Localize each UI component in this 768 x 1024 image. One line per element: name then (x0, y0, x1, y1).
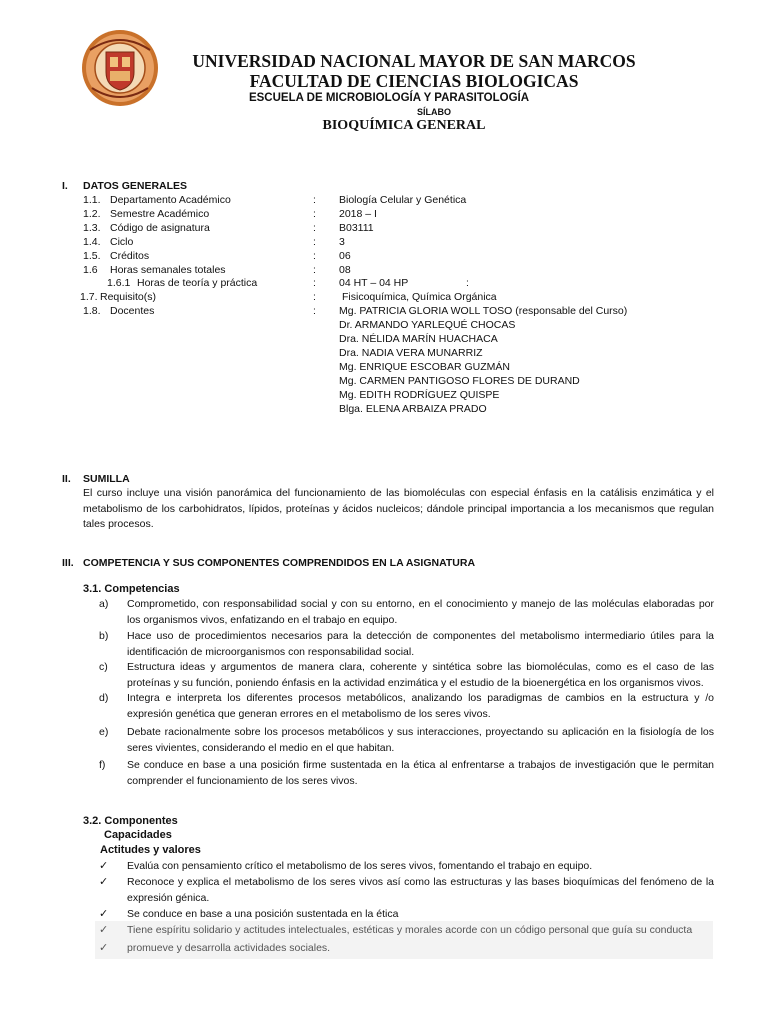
competencia-item: Se conduce en base a una posición firme sustentada en la ética al enfrentarse a trabajos de investigación que le permitan comprender el funcionamiento de los seres vivos. (127, 759, 714, 787)
row-sep: : (313, 194, 316, 206)
row-value: 06 (339, 250, 351, 262)
row-num: 1.6.1 (107, 277, 131, 289)
competencia-item: Integra e interpreta los diferentes procesos metabólicos, analizando los paradigmas de cambios en la estructura y /o expresión genética que generan errores en el metabolismo de los seres vivos. (127, 692, 714, 720)
docente-name: Dra. NÉLIDA MARÍN HUACHACA (339, 333, 498, 345)
row-num: 1.1. (83, 194, 101, 206)
docente-name: Mg. CARMEN PANTIGOSO FLORES DE DURAND (339, 375, 580, 387)
docente-name: Mg. EDITH RODRÍGUEZ QUISPE (339, 389, 500, 401)
check-item: Reconoce y explica el metabolismo de los seres vivos así como las estructuras y las bases bioquímicas del fenómeno de la expresión génica. (127, 876, 714, 904)
sumilla-text: El curso incluye una visión panorámica del funcionamiento de las biomoléculas con especial énfasis en la catálisis enzimática y el metabolismo de los carbohidratos, lípidos, proteínas y ácidos nucleicos; dándole principal importancia a los mecanismos que regulan tales procesos. (83, 487, 714, 530)
row-value: 04 HT – 04 HP (339, 277, 409, 289)
item-letter: f) (99, 759, 106, 771)
docente-name: Blga. ELENA ARBAIZA PRADO (339, 403, 487, 415)
row-value: Biología Celular y Genética (339, 194, 467, 206)
section-number: III. (62, 557, 74, 569)
item-letter: b) (99, 630, 109, 642)
row-num: 1.7. (80, 291, 98, 303)
row-label: Créditos (110, 250, 150, 262)
row-num: 1.6 (83, 264, 98, 276)
row-sep: : (313, 277, 316, 289)
row-value: 3 (339, 236, 345, 248)
check-icon: ✓ (99, 908, 109, 920)
row-value: Fisicoquímica, Química Orgánica (342, 291, 497, 303)
section-heading-sumilla: SUMILLA (83, 473, 130, 485)
row-value: B03111 (339, 222, 374, 234)
item-letter: e) (99, 726, 109, 738)
faculty-title: FACULTAD DE CIENCIAS BIOLOGICAS (249, 71, 579, 91)
row-num: 1.2. (83, 208, 101, 220)
check-item: Evalúa con pensamiento crítico el metabolismo de los seres vivos, fomentando el trabajo en equipo. (127, 860, 593, 872)
check-icon: ✓ (99, 860, 109, 872)
section-number: I. (62, 180, 68, 192)
subheading-actitudes: Actitudes y valores (100, 844, 201, 856)
check-icon: ✓ (99, 876, 109, 888)
row-value: 2018 – I (339, 208, 377, 220)
university-title: UNIVERSIDAD NACIONAL MAYOR DE SAN MARCOS (192, 51, 636, 71)
row-label: Semestre Académico (110, 208, 210, 220)
row-label: Requisito(s) (100, 291, 157, 303)
row-sep: : (313, 222, 316, 234)
row-label: Ciclo (110, 236, 134, 248)
subheading-capacidades: Capacidades (104, 829, 172, 841)
row-value: Mg. PATRICIA GLORIA WOLL TOSO (responsable del Curso) (339, 305, 628, 317)
row-label: Horas de teoría y práctica (137, 277, 258, 289)
row-sep: : (313, 305, 316, 317)
document-type: SÍLABO (416, 107, 451, 117)
row-label: Horas semanales totales (110, 264, 226, 276)
subheading-componentes: 3.2. Componentes (83, 815, 178, 827)
row-sep: : (313, 264, 316, 276)
item-letter: c) (99, 661, 108, 673)
row-sep: : (313, 208, 316, 220)
competencia-item: Debate racionalmente sobre los procesos metabólicos y sus interacciones, proyectando su aplicación en la fisiología de los seres vivientes, considerando el medio en el que habitan. (127, 726, 714, 754)
subheading-competencias: 3.1. Competencias (83, 583, 180, 595)
section-heading-datos: DATOS GENERALES (83, 180, 188, 192)
docente-name: Dra. NADIA VERA MUNARRIZ (339, 347, 483, 359)
row-label: Departamento Académico (110, 194, 231, 206)
item-letter: a) (99, 598, 109, 610)
row-num: 1.3. (83, 222, 101, 234)
course-title: BIOQUÍMICA GENERAL (322, 118, 486, 133)
section-number: II. (62, 473, 71, 485)
school-title: ESCUELA DE MICROBIOLOGÍA Y PARASITOLOGÍA (248, 92, 530, 104)
check-icon: ✓ (99, 924, 109, 936)
row-sep: : (313, 291, 316, 303)
row-label: Docentes (110, 305, 155, 317)
check-item: Se conduce en base a una posición sustentada en la ética (127, 908, 399, 920)
check-item: promueve y desarrolla actividades sociales. (127, 942, 331, 954)
section-heading-competencia: COMPETENCIA Y SUS COMPONENTES COMPRENDIDOS EN LA ASIGNATURA (83, 557, 476, 569)
check-icon: ✓ (99, 942, 109, 954)
row-label: Código de asignatura (110, 222, 210, 234)
row-num: 1.4. (83, 236, 101, 248)
row-sep: : (313, 236, 316, 248)
row-value: 08 (339, 264, 351, 276)
row-sep: : (313, 250, 316, 262)
item-letter: d) (99, 692, 109, 704)
docente-name: Dr. ARMANDO YARLEQUÉ CHOCAS (339, 319, 516, 331)
competencia-item: Comprometido, con responsabilidad social y con su entorno, en el conocimiento y manejo de las moléculas elaboradas por los organismos vivos, enfatizando en el trabajo en equipo. (127, 598, 714, 626)
docente-name: Mg. ENRIQUE ESCOBAR GUZMÁN (339, 361, 510, 373)
row-num: 1.8. (83, 305, 101, 317)
check-item: Tiene espíritu solidario y actitudes intelectuales, estéticas y morales acorde con un código personal que guía su conducta (127, 924, 693, 936)
competencia-item: Hace uso de procedimientos necesarios para la detección de componentes del metabolismo intermediario útiles para la identificación de microorganismos con responsabilidad social. (127, 630, 714, 658)
row-num: 1.5. (83, 250, 101, 262)
row-extra-sep: : (466, 277, 469, 289)
competencia-item: Estructura ideas y argumentos de manera clara, coherente y sintética sobre las biomoléculas, como es el caso de las proteínas y su función, poniendo énfasis en la actividad enzimática y el estudio de la bioenergética en los organismos vivos. (127, 661, 714, 689)
